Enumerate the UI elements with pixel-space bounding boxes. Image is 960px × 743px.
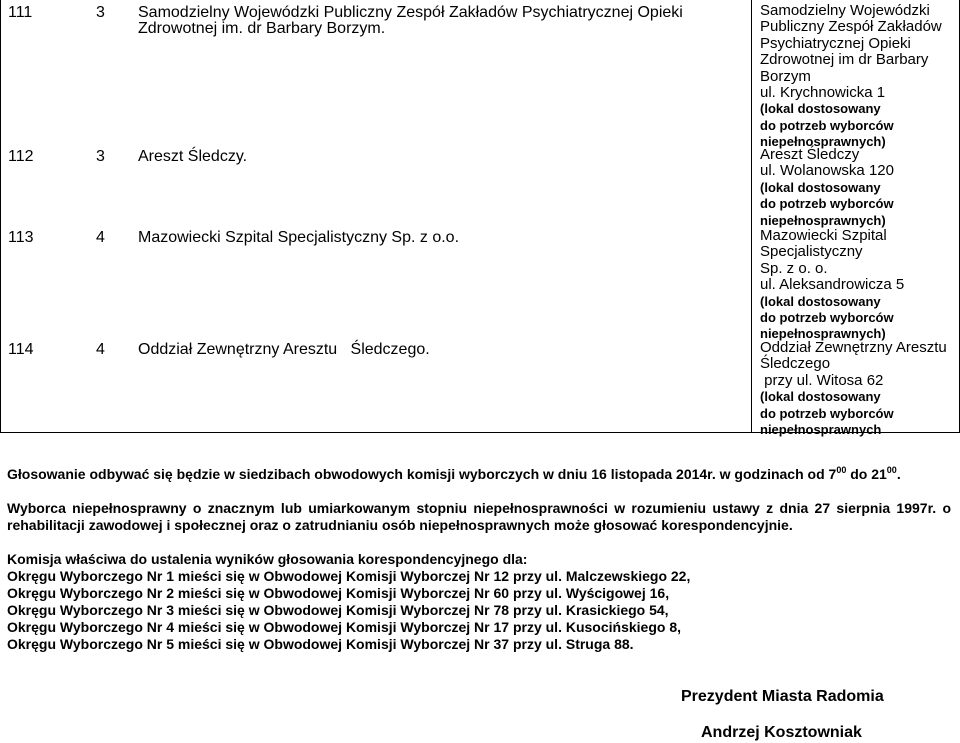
- voting-hours-text: Głosowanie odbywać się będzie w siedzibach obwodowych komisji wyborczych w dniu 16 listopada 2014r. w godzinach od 7: [7, 466, 837, 482]
- address-line: Śledczego: [760, 355, 831, 373]
- address-line: ul. Aleksandrowicza 5: [760, 276, 905, 294]
- voting-info: [7, 466, 951, 653]
- accessibility-note: do potrzeb wyborców: [760, 310, 894, 326]
- accessibility-note: niepełnosprawnych): [760, 326, 886, 342]
- address-line: przy ul. Witosa 62: [760, 371, 884, 389]
- voting-hours-end: .: [896, 466, 901, 482]
- address-line: Publiczny Zespół Zakładów: [760, 18, 942, 36]
- district-number: 4: [96, 229, 105, 246]
- accessibility-note: niepełnosprawnych): [760, 212, 886, 228]
- station-name: Areszt Śledczy.: [138, 148, 248, 165]
- address-line: Psychiatrycznej Opieki: [760, 34, 911, 52]
- accessibility-note: (lokal dostosowany: [760, 179, 881, 195]
- station-address: [760, 340, 958, 438]
- station-number: 112: [8, 148, 34, 165]
- accessibility-note: do potrzeb wyborców: [760, 196, 894, 212]
- hour-from-superscript: 00: [836, 465, 847, 475]
- station-name: Mazowiecki Szpital Specjalistyczny Sp. z o.o.: [138, 229, 460, 246]
- disabled-voter-paragraph: Wyborca niepełnosprawny o znacznym lub umiarkowanym stopniu niepełnosprawności w rozumieniu ustawy z dnia 27 sierpnia 1997r. o rehabilitacji zawodowej i społecznej oraz o zatrudnianiu osób niepełnosprawnych może głosować korespondencyjnie.: [7, 500, 951, 533]
- hour-to-superscript: 00: [886, 465, 897, 475]
- station-number: 114: [8, 341, 34, 358]
- accessibility-note: (lokal dostosowany: [760, 101, 881, 117]
- accessibility-note: (lokal dostosowany: [760, 293, 881, 309]
- address-line: Mazowiecki Szpital: [760, 227, 887, 244]
- address-line: ul. Krychnowicka 1: [760, 84, 886, 102]
- signature-name: Andrzej Kosztowniak: [701, 724, 862, 741]
- address-line: Specjalistyczny: [760, 243, 863, 261]
- signature-title: Prezydent Miasta Radomia: [681, 688, 884, 705]
- accessibility-note: do potrzeb wyborców: [760, 117, 894, 133]
- column-divider: [751, 0, 752, 432]
- station-name: Oddział Zewnętrzny Aresztu Śledczego.: [138, 341, 430, 358]
- station-address: [760, 228, 958, 343]
- accessibility-note: (lokal dostosowany: [760, 389, 881, 405]
- address-line: Areszt Śledczy: [760, 146, 860, 163]
- address-line: ul. Wolanowska 120: [760, 162, 894, 180]
- accessibility-note: niepełnosprawnych): [760, 134, 886, 150]
- address-line: Zdrowotnej im dr Barbary: [760, 51, 929, 69]
- voting-hours-mid: do 21: [846, 466, 887, 482]
- station-number: 111: [8, 4, 33, 21]
- commission-line: Okręgu Wyborczego Nr 3 mieści się w Obwodowej Komisji Wyborczej Nr 78 przy ul. Krasickiego 54,: [7, 602, 669, 618]
- address-line: Sp. z o. o.: [760, 259, 828, 277]
- accessibility-note: do potrzeb wyborców: [760, 405, 894, 421]
- station-number: 113: [8, 229, 34, 246]
- accessibility-note: niepełnosprawnych: [760, 422, 882, 438]
- commission-line: Okręgu Wyborczego Nr 5 mieści się w Obwodowej Komisji Wyborczej Nr 37 przy ul. Struga 88.: [7, 636, 634, 652]
- commission-line: Okręgu Wyborczego Nr 2 mieści się w Obwodowej Komisji Wyborczej Nr 60 przy ul. Wyścigowej 16,: [7, 585, 670, 601]
- address-line: Oddział Zewnętrzny Aresztu: [760, 339, 947, 356]
- voting-hours-paragraph: [7, 466, 951, 483]
- address-line: Samodzielny Wojewódzki: [760, 2, 930, 19]
- district-number: 4: [96, 341, 105, 358]
- district-number: 3: [96, 4, 105, 21]
- commission-heading: Komisja właściwa do ustalenia wyników głosowania korespondencyjnego dla:: [7, 551, 528, 567]
- station-address: [760, 147, 958, 229]
- address-line: Borzym: [760, 67, 811, 85]
- commission-line: Okręgu Wyborczego Nr 1 mieści się w Obwodowej Komisji Wyborczej Nr 12 przy ul. Malczewskiego 22,: [7, 568, 691, 584]
- station-name: Samodzielny Wojewódzki Publiczny Zespół Zakładów Psychiatrycznej Opieki Zdrowotnej im. dr Barbary Borzym.: [138, 4, 683, 37]
- station-address: [760, 3, 958, 151]
- district-number: 3: [96, 148, 105, 165]
- commission-line: Okręgu Wyborczego Nr 4 mieści się w Obwodowej Komisji Wyborczej Nr 17 przy ul. Kusocińskiego 8,: [7, 619, 681, 635]
